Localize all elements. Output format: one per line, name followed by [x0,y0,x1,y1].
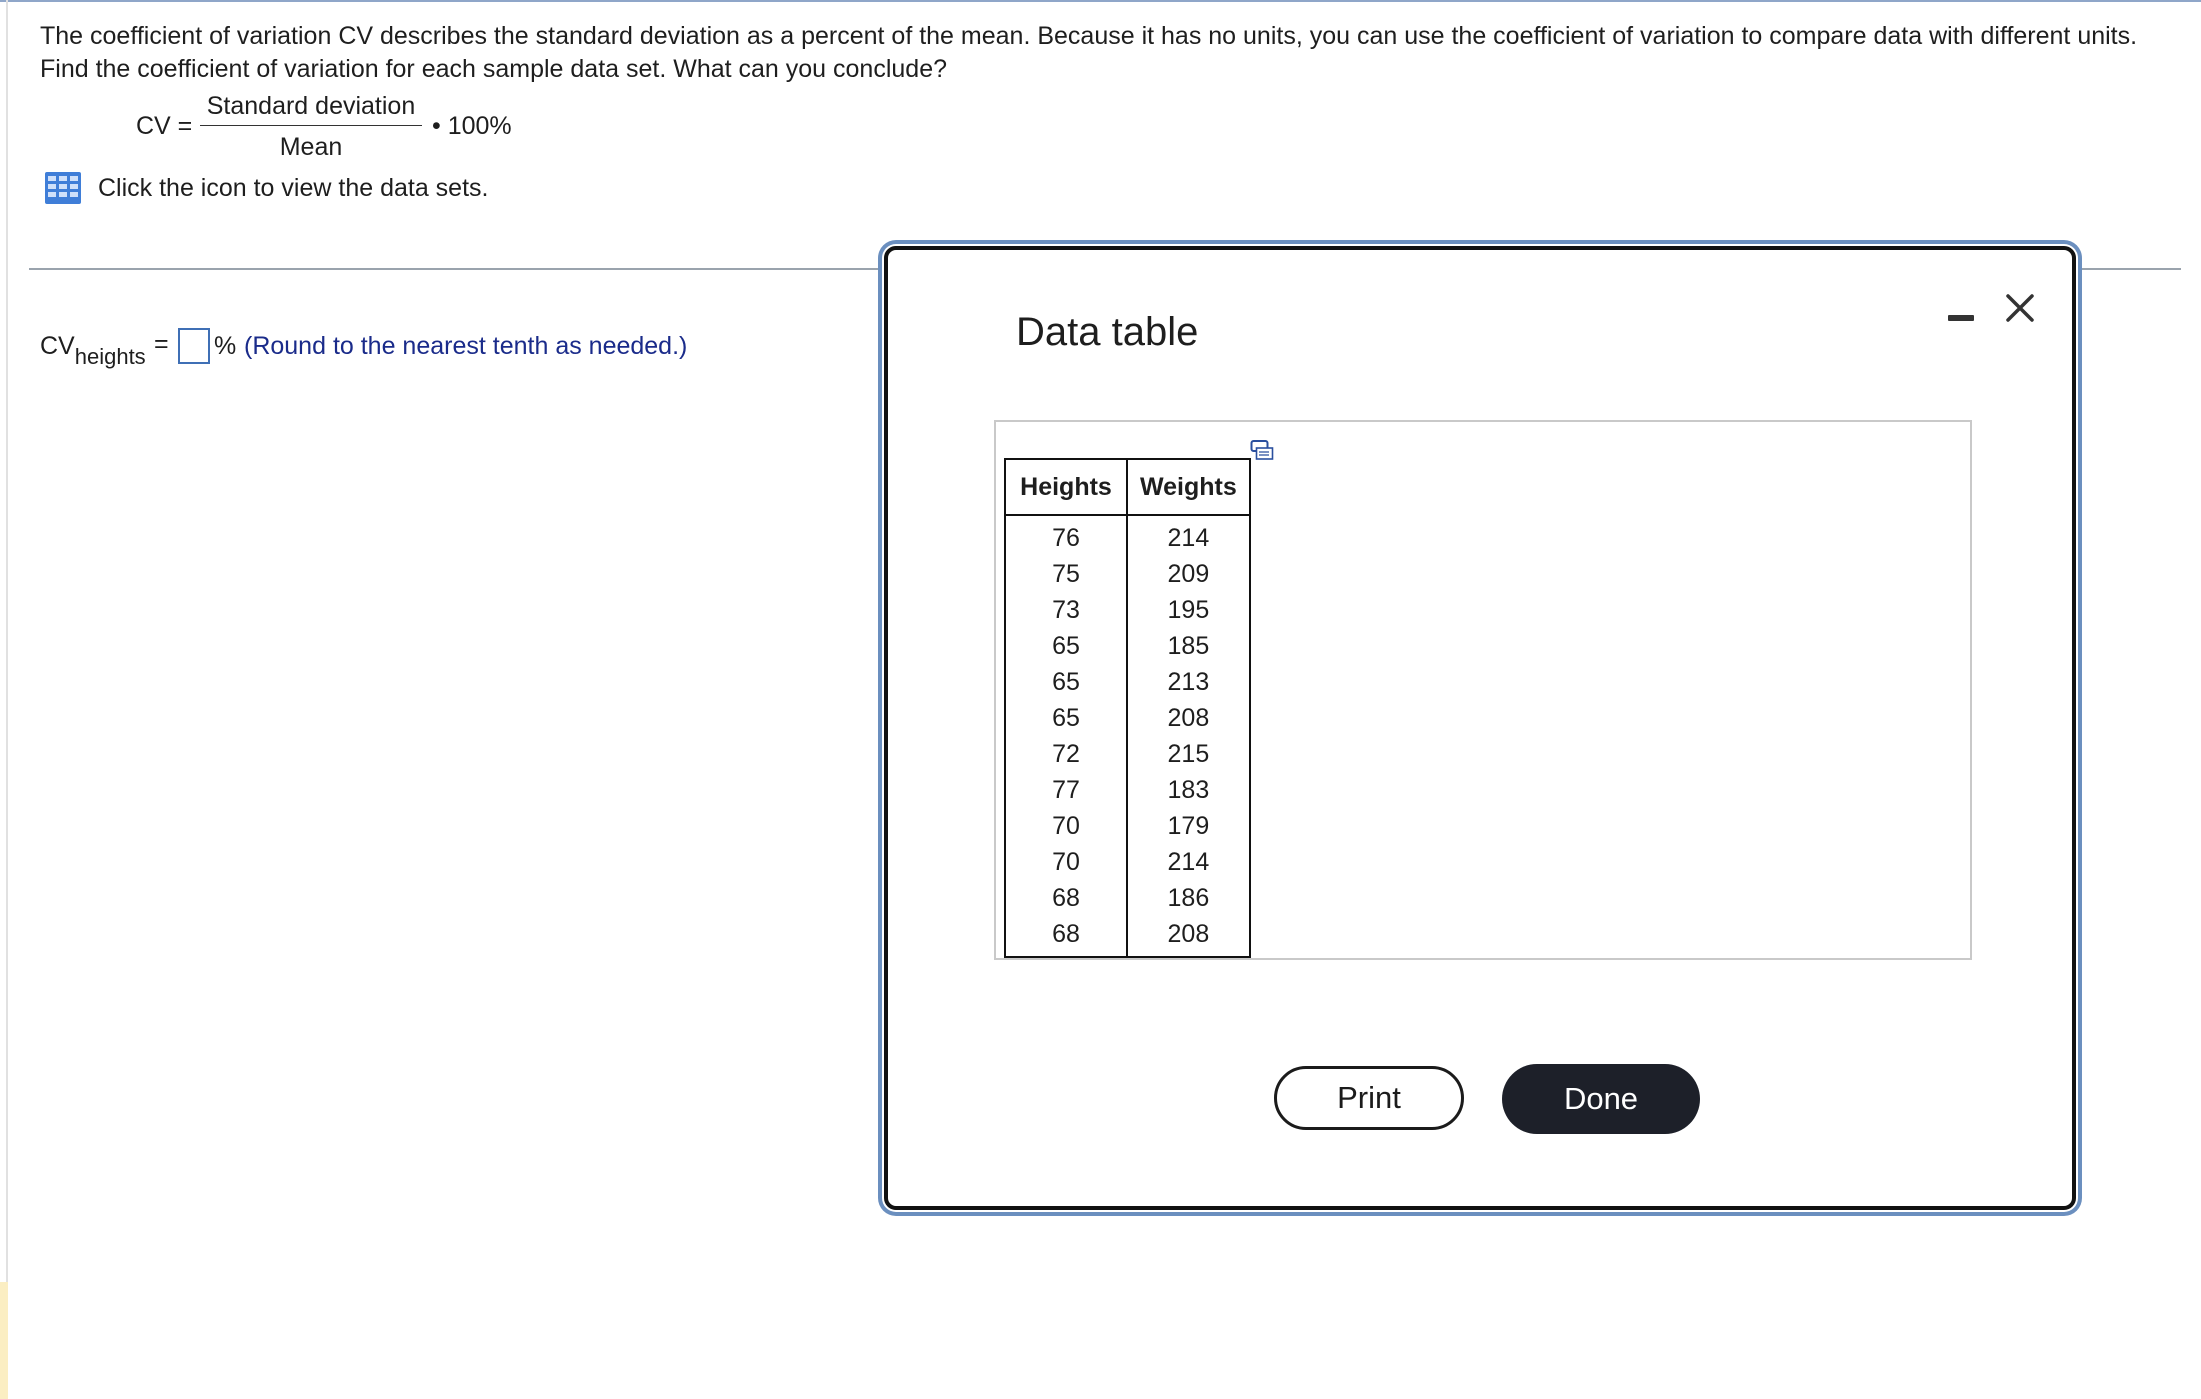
weight-cell: 215 [1127,736,1250,772]
height-cell: 76 [1052,523,1080,552]
weight-cell: 214 [1127,515,1250,556]
table-row [1005,808,1250,844]
table-row [1005,628,1250,664]
data-table-dialog [884,246,2076,1210]
column-header-weights: Weights [1127,459,1250,515]
weight-cell: 214 [1127,844,1250,880]
height-cell: 65 [1052,667,1080,696]
data-table-panel [994,420,1972,960]
cv-heights-input[interactable] [178,328,210,364]
top-rule [0,0,2201,2]
left-accent [0,1282,8,1399]
height-cell: 68 [1052,883,1080,912]
copy-icon[interactable] [1250,438,1274,462]
weight-cell: 179 [1127,808,1250,844]
table-row [1005,556,1250,592]
formula-rhs: • 100% [432,112,512,140]
left-edge [6,0,8,1399]
height-cell: 77 [1052,775,1080,804]
rounding-note: (Round to the nearest tenth as needed.) [244,332,688,360]
weight-cell: 213 [1127,664,1250,700]
table-row [1005,916,1250,957]
weight-cell: 186 [1127,880,1250,916]
data-sets-hint [44,170,488,206]
cv-label-main: CV [40,332,75,360]
height-cell: 75 [1052,559,1080,588]
fraction-bar [200,125,422,126]
done-button[interactable]: Done [1502,1064,1700,1134]
table-row [1005,592,1250,628]
data-table [1004,458,1251,958]
height-cell: 70 [1052,847,1080,876]
equals-sign: = [154,330,169,358]
percent-sign: % [214,332,237,360]
weight-cell: 183 [1127,772,1250,808]
formula-lhs: CV = [136,112,193,140]
question-text: The coefficient of variation CV describes the standard deviation as a percent of the mean. Because it has no units, you can use the coefficient of variation to compare data with different units. Find the coefficient of variation for each sample data set. What can you conclude? [40,22,2138,83]
minimize-icon[interactable] [1946,302,1976,332]
close-icon[interactable] [2000,288,2040,328]
table-row [1005,772,1250,808]
table-row [1005,844,1250,880]
height-cell: 65 [1052,631,1080,660]
height-cell: 65 [1052,703,1080,732]
height-cell: 73 [1052,595,1080,624]
table-grid-icon[interactable] [44,171,82,205]
formula-denominator: Mean [279,133,343,161]
table-row [1005,700,1250,736]
weight-cell: 195 [1127,592,1250,628]
formula-numerator: Standard deviation [206,92,416,120]
height-cell: 70 [1052,811,1080,840]
weight-cell: 185 [1127,628,1250,664]
height-cell: 68 [1052,919,1080,948]
column-header-heights: Heights [1005,459,1127,515]
formula-fraction [200,88,422,163]
table-row [1005,736,1250,772]
table-header-row [1005,459,1250,515]
table-row [1005,515,1250,556]
hint-text: Click the icon to view the data sets. [98,173,489,202]
table-row [1005,880,1250,916]
weight-cell: 209 [1127,556,1250,592]
table-row [1005,664,1250,700]
weight-cell: 208 [1127,700,1250,736]
cv-label-sub: heights [74,344,146,369]
cv-heights-label [40,332,146,370]
dialog-title: Data table [1016,310,1199,354]
height-cell: 72 [1052,739,1080,768]
print-button[interactable]: Print [1274,1066,1464,1130]
weight-cell: 208 [1127,916,1250,957]
